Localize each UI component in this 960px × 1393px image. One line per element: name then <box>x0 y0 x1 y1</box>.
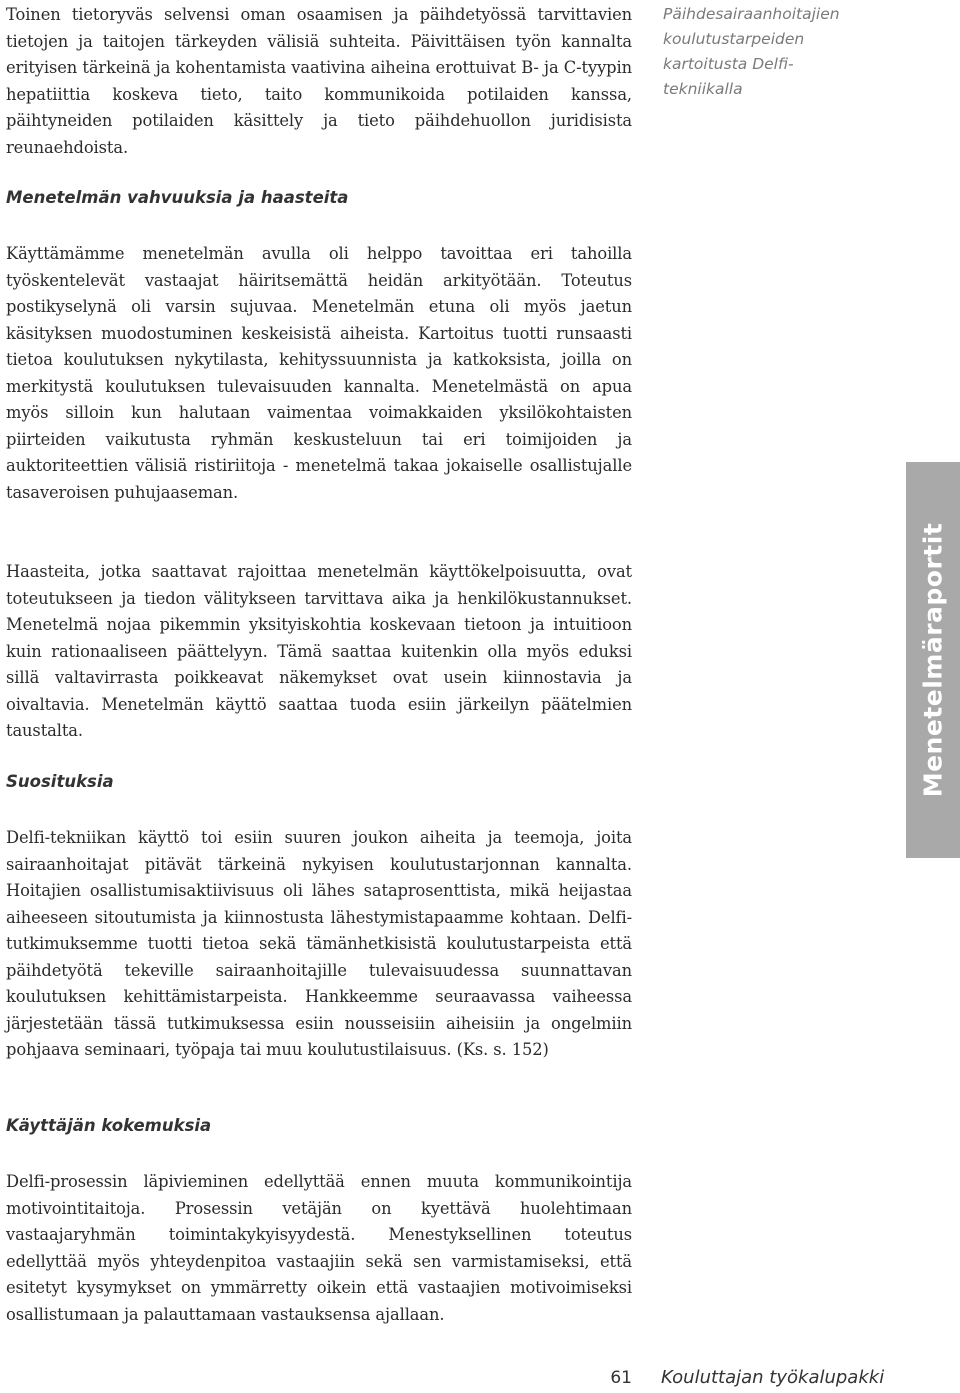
section-heading-strengths: Menetelmän vahvuuksia ja haasteita <box>6 188 349 207</box>
intro-paragraph: Toinen tietoryväs selvensi oman osaamisen ja päihdetyössä tarvittavien tietojen ja taitojen tärkeyden välisiä suhteita. Päivittäisen työn kannalta erityisen tärkeinä ja kohentamista vaativina aiheina erottuivat B- ja C-tyypin hepatiittia koskeva tieto, taito kommunikoida potilaiden kanssa, päihtyneiden potilaiden käsittely ja tieto päihdehuollon juridisista reunaehdoista. <box>6 5 632 157</box>
recommendations-paragraph: Delfi-tekniikan käyttö toi esiin suuren joukon aiheita ja teemoja, joita sairaanhoitajat pitävät tärkeinä nykyisen koulutustarjonnan kannalta. Hoitajien osallistumisaktiivisuus oli lähes sataprosenttista, mikä heijastaa aiheeseen sitoutumista ja kiinnostusta lähestymistapaamme kohtaan. Delfi-tutkimuksemme tuotti tietoa sekä tämänhetkisistä koulutustarpeista että päihdetyötä tekeville sairaanhoitajille tulevaisuudessa suunnattavan koulutuksen kehittämistarpeista. Hankkeemme seuraavassa vaiheessa järjestetään tässä tutkimuksessa esiin nousseisiin aiheisiin ja ongelmiin pohjaava seminaari, työpaja tai muu koulutustilaisuus. (Ks. s. 152) <box>6 828 632 1059</box>
side-caption: Päihdesairaanhoitajien koulutustarpeiden kartoitusta Delfi-tekniikalla <box>663 5 840 98</box>
strengths-paragraph-2: Haasteita, jotka saattavat rajoittaa menetelmän käyttökelpoisuutta, ovat toteutukseen ja tiedon välitykseen tarvittava aika ja henkilökustannukset. Menetelmä nojaa pikemmin yksityiskohtia koskevaan tietoon ja intuitioon kuin rationaaliseen päättelyyn. Tämä saattaa kuitenkin olla myös eduksi sillä valtavirrasta poikkeavat näkemykset ovat usein kiinnostavia ja oivaltavia. Menetelmän käyttö saattaa tuoda esiin järkeilyn päätelmien taustalta. <box>6 562 632 740</box>
side-tab-label: Menetelmäraportit <box>918 522 948 798</box>
strengths-paragraph-1: Käyttämämme menetelmän avulla oli helppo tavoittaa eri tahoilla työskentelevät vastaajat häiritsemättä heidän arkityötään. Toteutus postikyselynä oli varsin sujuvaa. Menetelmän etuna oli myös jaetun käsityksen muodostuminen keskeisistä aiheista. Kartoitus tuotti runsaasti tietoa koulutuksen nykytilasta, kehityssuunnista ja katkoksista, joilla on merkitystä koulutuksen tulevaisuuden kannalta. Menetelmästä on apua myös silloin kun halutaan vaimentaa voimakkaiden yksilökohtaisten piirteiden vaikutusta ryhmän keskusteluun tai eri toimijoiden ja auktoriteettien välisiä ristiriitoja - menetelmä takaa jokaiselle osallistujalle tasaveroisen puhujaaseman. <box>6 244 632 502</box>
section-heading-user-experiences: Käyttäjän kokemuksia <box>6 1116 212 1135</box>
book-title: Kouluttajan työkalupakki <box>661 1367 885 1388</box>
page-number: 61 <box>610 1368 632 1388</box>
user-experiences-paragraph: Delfi-prosessin läpivieminen edellyttää ennen muuta kommunikointija motivointitaitoja. Prosessin vetäjän on kyettävä huolehtimaan vastaajaryhmän toimintakykyisyydestä. Menestyksellinen toteutus edellyttää myös yhteydenpitoa vastaajiin sekä sen varmistamiseksi, että esitetyt kysymykset on ymmärretty oikein että vastaajien motivoimiseksi osallistumaan ja palauttamaan vastauksensa ajallaan. <box>6 1172 632 1324</box>
section-side-tab <box>906 462 960 858</box>
section-heading-recommendations: Suosituksia <box>6 772 114 791</box>
